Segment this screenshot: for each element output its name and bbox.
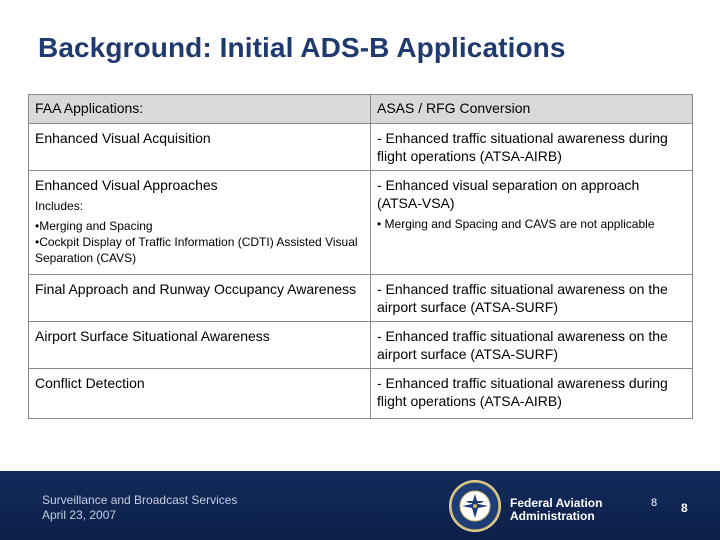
page-number: 8	[681, 501, 688, 515]
faa-cell-title: Enhanced Visual Approaches	[35, 177, 218, 193]
faa-cell: Enhanced Visual Acquisition	[29, 124, 371, 171]
table-row	[29, 369, 693, 419]
faa-seal-icon	[448, 479, 502, 533]
table-header-row	[29, 95, 693, 124]
table-row	[29, 322, 693, 369]
footer-date: April 23, 2007	[42, 508, 117, 522]
asas-cell: - Enhanced traffic situational awareness during flight operations (ATSA-AIRB)	[371, 124, 693, 171]
includes-label: Includes:	[35, 199, 84, 213]
asas-cell: - Enhanced traffic situational awareness on the airport surface (ATSA-SURF)	[371, 322, 693, 369]
footer-org-line2: Administration	[510, 509, 595, 523]
bullet-merging-spacing: •Merging and Spacing	[35, 219, 153, 233]
asas-cell: - Enhanced traffic situational awareness on the airport surface (ATSA-SURF)	[371, 275, 693, 322]
faa-cell: Final Approach and Runway Occupancy Awareness	[29, 275, 371, 322]
faa-cell: Conflict Detection	[29, 369, 371, 419]
faa-cell: Airport Surface Situational Awareness	[29, 322, 371, 369]
asas-cell: - Enhanced traffic situational awareness during flight operations (ATSA-AIRB)	[371, 369, 693, 419]
table-row	[29, 275, 693, 322]
asas-cell-title: - Enhanced visual separation on approach (ATSA-VSA)	[377, 177, 640, 211]
footer-org-line1: Federal Aviation	[510, 496, 603, 510]
table-row	[29, 171, 693, 275]
footer-service-name: Surveillance and Broadcast Services	[42, 493, 238, 507]
page-number-small: 8	[651, 497, 658, 509]
slide-title: Background: Initial ADS-B Applications	[38, 32, 566, 63]
faa-cell	[29, 171, 371, 275]
applications-table	[28, 94, 693, 419]
slide-footer	[0, 471, 720, 540]
bullet-cdti-cavs: •Cockpit Display of Traffic Information (CDTI) Assisted Visual Separation (CAVS)	[35, 235, 358, 265]
header-asas-conversion: ASAS / RFG Conversion	[371, 95, 693, 124]
table-row	[29, 124, 693, 171]
header-faa-applications: FAA Applications:	[29, 95, 371, 124]
asas-cell	[371, 171, 693, 275]
asas-note: • Merging and Spacing and CAVS are not applicable	[377, 217, 655, 231]
